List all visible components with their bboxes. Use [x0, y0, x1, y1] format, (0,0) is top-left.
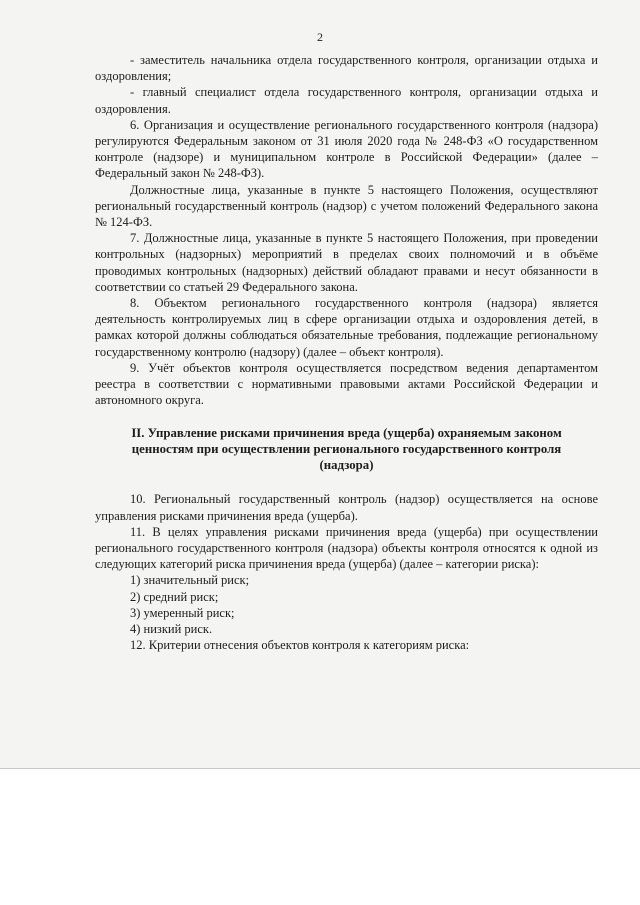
paragraph: 10. Региональный государственный контроль (надзор) осуществляется на основе управления рисками причинения вреда (ущерба).	[95, 492, 598, 523]
paragraph: 7. Должностные лица, указанные в пункте 5 настоящего Положения, при проведении контрольных (надзорных) мероприятий в пределах своих полномочий и в объёме проводимых контрольных (надзорных) действий обладают правами и несут обязанности в соответствии со статьей 29 Федерального закона.	[95, 231, 598, 294]
page-bottom-margin	[0, 769, 640, 905]
paragraph: 8. Объектом регионального государственного контроля (надзора) является деятельность контролируемых лиц в сфере организации отдыха и оздоровления детей, в рамках которой должны соблюдаться обязательные требования, подлежащие региональному государственному контролю (надзору) (далее – объект контроля).	[95, 296, 598, 359]
list-item: 4) низкий риск.	[130, 622, 213, 637]
paragraph: 12. Критерии отнесения объектов контроля к категориям риска:	[130, 638, 470, 653]
section-heading: II. Управление рисками причинения вреда (ущерба) охраняемым законом ценностям при осуществлении регионального государственного контроля (надзора)	[131, 426, 562, 473]
paragraph: 11. В целях управления рисками причинения вреда (ущерба) при осуществлении регионального государственного контроля (надзора) объекты контроля относятся к одной из следующих категорий риска причинения вреда (ущерба) (далее – категории риска):	[95, 524, 598, 572]
paragraph: 9. Учёт объектов контроля осуществляется посредством ведения департаментом реестра в соответствии с нормативными правовыми актами Российской Федерации и автономного округа.	[95, 360, 598, 408]
page-number: 2	[317, 30, 323, 44]
paragraph: 6. Организация и осуществление регионального государственного контроля (надзора) регулируются Федеральным законом от 31 июля 2020 года № 248-ФЗ «О государственном контроле (надзоре) и муниципальном контроле в Российской Федерации» (далее – Федеральный закон № 248-ФЗ).	[95, 117, 598, 181]
document-body	[95, 52, 598, 654]
paragraph: Должностные лица, указанные в пункте 5 настоящего Положения, осуществляют региональный государственный контроль (надзор) с учетом положений Федерального закона № 124-ФЗ.	[95, 182, 598, 230]
list-item: 2) средний риск;	[130, 589, 219, 604]
list-item: 3) умеренный риск;	[130, 605, 235, 620]
paragraph: - заместитель начальника отдела государственного контроля, организации отдыха и оздоровления;	[95, 53, 598, 84]
list-item: 1) значительный риск;	[130, 573, 250, 588]
paragraph: - главный специалист отдела государственного контроля, организации отдыха и оздоровления.	[95, 85, 598, 116]
